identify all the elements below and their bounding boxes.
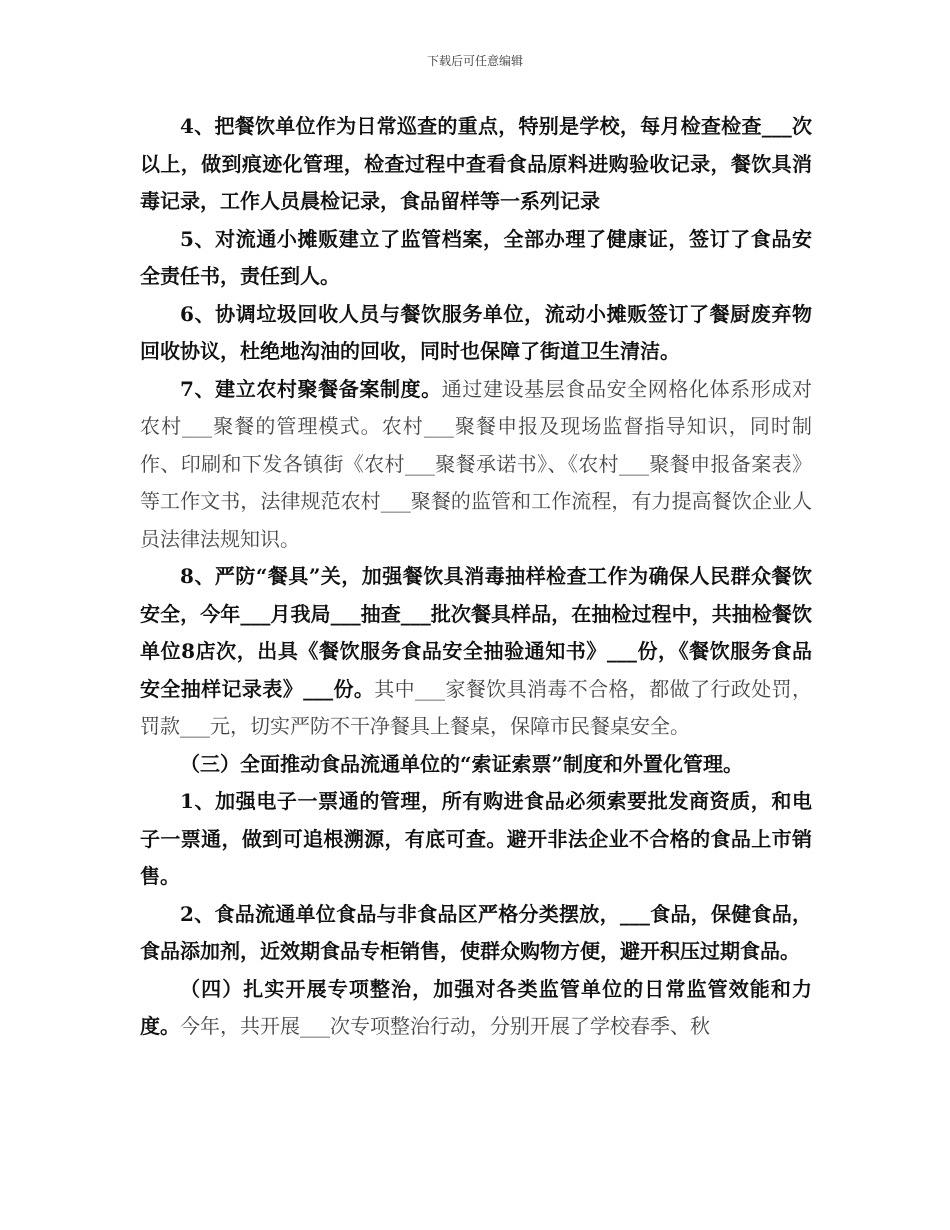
- section-heading-3: [140, 746, 812, 784]
- paragraph-bold-text: 4、把餐饮单位作为日常巡查的重点，特别是学校，每月检查检查___次以上，做到痕迹化管理，检查过程中查看食品原料进购验收记录，餐饮具消毒记录，工作人员晨检记录，食品留样等一系列记录: [140, 114, 812, 213]
- page-header: 下载后可任意编辑: [426, 54, 523, 68]
- paragraph-normal-text: 通过建设基层食品安全网格化体系形成对农村___聚餐的管理模式。农村___聚餐申报及现场监督指导知识，同时制作、印刷和下发各镇街《农村___聚餐承诺书》、《农村___聚餐申报备案表》等工作文书，法律规范农村___聚餐的监管和工作流程，有力提高餐饮企业人员法律法规知识。: [140, 376, 812, 551]
- section-heading-4: [140, 971, 812, 1046]
- paragraph-bold-text: （四）扎实开展专项整治，加强对各类监管单位的日常监管效能和力度。: [140, 976, 812, 1038]
- paragraph-4: [140, 108, 812, 221]
- paragraph-7: [140, 371, 812, 559]
- paragraph-6: [140, 296, 812, 371]
- paragraph-bold-text: 8、严防“餐具”关，加强餐饮具消毒抽样检查工作为确保人民群众餐饮安全，今年___月我局___抽查___批次餐具样品，在抽检过程中，共抽检餐饮单位8店次，出具《餐饮服务食品安全抽验通知书》___份，《餐饮服务食品安全抽样记录表》___份。: [140, 564, 812, 701]
- document-body: [140, 108, 812, 1046]
- paragraph-bold-text: （三）全面推动食品流通单位的“索证索票”制度和外置化管理。: [180, 751, 744, 776]
- paragraph-normal-text: 今年，共开展___次专项整治行动，分别开展了学校春季、秋: [180, 1014, 710, 1038]
- paragraph-bold-text: 1、加强电子一票通的管理，所有购进食品必须索要批发商资质，和电子一票通，做到可追根溯源，有底可查。避开非法企业不合格的食品上市销售。: [140, 789, 812, 888]
- paragraph-5: [140, 221, 812, 296]
- paragraph-bold-text: 5、对流通小摊贩建立了监管档案，全部办理了健康证，签订了食品安全责任书，责任到人。: [140, 226, 812, 288]
- paragraph-bold-text: 7、建立农村聚餐备案制度。: [180, 376, 442, 401]
- paragraph-2: [140, 896, 812, 971]
- paragraph-normal-text: 其中___家餐饮具消毒不合格，都做了行政处罚，罚款___元，切实严防不干净餐具上餐桌，保障市民餐桌安全。: [140, 676, 813, 738]
- paragraph-bold-text: 2、食品流通单位食品与非食品区严格分类摆放，___食品，保健食品，食品添加剂，近效期食品专柜销售，使群众购物方便，避开积压过期食品。: [140, 901, 812, 963]
- paragraph-bold-text: 6、协调垃圾回收人员与餐饮服务单位，流动小摊贩签订了餐厨废弃物回收协议，杜绝地沟油的回收，同时也保障了街道卫生清洁。: [140, 301, 812, 363]
- paragraph-1: [140, 783, 812, 896]
- paragraph-8: [140, 558, 812, 746]
